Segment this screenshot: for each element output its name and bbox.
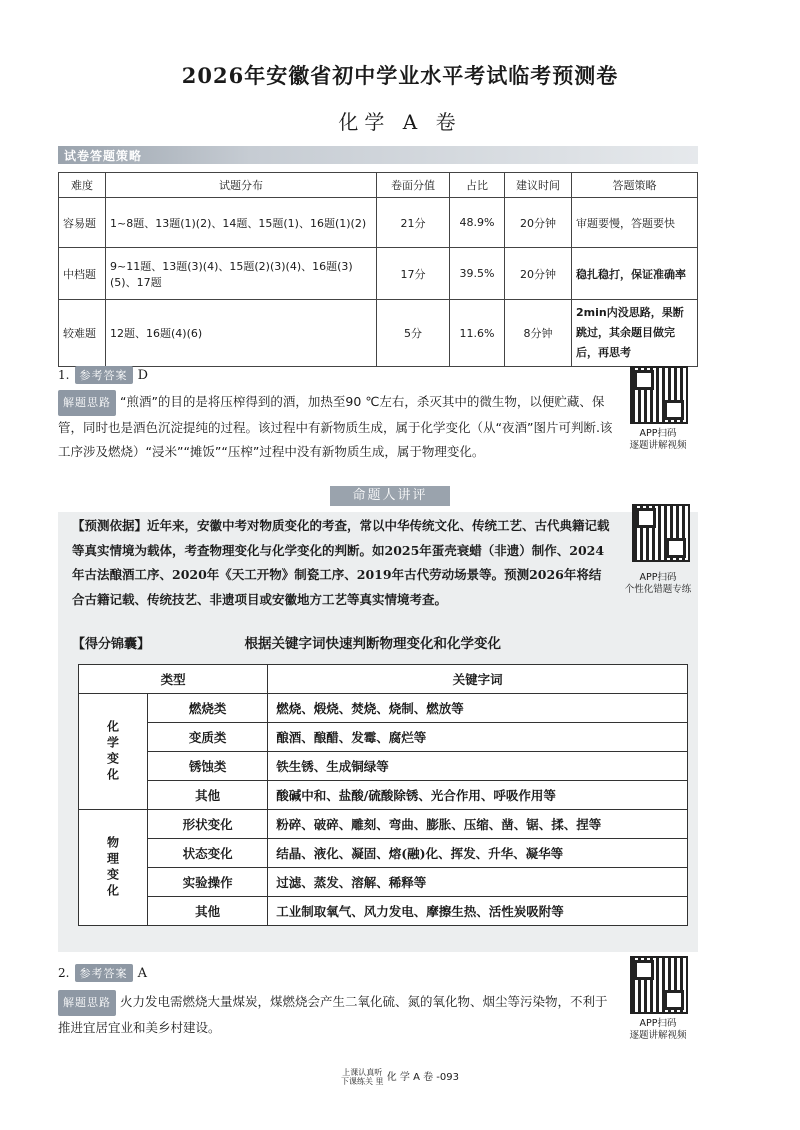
table-cell: 39.5% xyxy=(450,248,505,300)
score-tips-row xyxy=(72,632,692,652)
table-cell: 48.9% xyxy=(450,198,505,248)
table-cell: 8分钟 xyxy=(505,300,572,367)
table-cell: 2min内没思路，果断跳过，其余题目做完后，再思考 xyxy=(572,300,698,367)
keyword-cell: 粉碎、破碎、雕刻、弯曲、膨胀、压缩、凿、锯、揉、捏等 xyxy=(268,810,688,839)
qr-code-icon[interactable] xyxy=(630,956,688,1014)
qr-caption-line: 逐题讲解视频 xyxy=(629,1030,687,1041)
table-header: 试题分布 xyxy=(106,173,377,198)
table-cell: 1~8题、13题(1)(2)、14题、15题(1)、16题(1)(2) xyxy=(106,198,377,248)
table-cell: 17分 xyxy=(377,248,450,300)
idea-tag: 解题思路 xyxy=(58,990,116,1016)
keyword-cell: 过滤、蒸发、溶解、稀释等 xyxy=(268,868,688,897)
qr-caption-line: APP扫码 xyxy=(639,572,677,583)
score-label: 【得分锦囊】 xyxy=(72,637,151,652)
footer-page-label: 化 学 A 卷 -093 xyxy=(386,1072,459,1083)
footer-slogan-line: 下课练关 里 xyxy=(341,1077,384,1086)
table-row xyxy=(79,810,688,839)
footer-slogan xyxy=(341,1068,384,1086)
qr-code-icon[interactable] xyxy=(630,366,688,424)
table-cell: 较难题 xyxy=(59,300,106,367)
table-header: 类型 xyxy=(79,665,268,694)
table-row xyxy=(79,723,688,752)
lecture-header: 命题人讲评 xyxy=(330,486,450,506)
keyword-cell: 铁生锈、生成铜绿等 xyxy=(268,752,688,781)
table-row xyxy=(79,665,688,694)
table-cell: 9~11题、13题(3)(4)、15题(2)(3)(4)、16题(3)(5)、17题 xyxy=(106,248,377,300)
basis-text: 近年来，安徽中考对物质变化的考查，常以中华传统文化、传统工艺、古代典籍记载等真实情境为载体，考查物理变化与化学变化的判断。如2025年蛋壳衰蜡（非遗）制作、2024年古法酿酒工序、2020年《天工开物》制瓷工序、2019年古代劳动场景等。预测2026年将结合古籍记载、传统技艺、非遗项目或安徽地方工艺等真实情境考查。 xyxy=(72,518,610,607)
answer-value: A xyxy=(137,966,148,981)
type-cell: 锈蚀类 xyxy=(148,752,268,781)
basis-label: 【预测依据】 xyxy=(72,518,148,533)
answer-value: D xyxy=(137,368,149,383)
qr-caption-line: APP扫码 xyxy=(639,428,677,439)
table-header: 关键字词 xyxy=(268,665,688,694)
qr-caption-line: APP扫码 xyxy=(639,1018,677,1029)
prediction-basis xyxy=(72,514,612,612)
answer-tag: 参考答案 xyxy=(75,964,133,982)
table-header: 答题策略 xyxy=(572,173,698,198)
explanation-text: “煎酒”的目的是将压榨得到的酒，加热至90 ℃左右，杀灭其中的微生物，以便贮藏、保管，同时也是酒色沉淀提纯的过程。该过程中有新物质生成，属于化学变化（从“夜酒”图片可判断.该工序涉及燃烧）“浸米”“摊饭”“压榨”过程中没有新物质生成，属于物理变化。 xyxy=(58,394,613,459)
table-cell: 12题、16题(4)(6) xyxy=(106,300,377,367)
type-cell: 实验操作 xyxy=(148,868,268,897)
table-cell: 审题要慢，答题要快 xyxy=(572,198,698,248)
table-row xyxy=(79,781,688,810)
table-header: 建议时间 xyxy=(505,173,572,198)
keyword-table xyxy=(78,664,688,926)
qr-code-icon[interactable] xyxy=(632,504,690,562)
strategy-header-label: 试卷答题策略 xyxy=(64,149,143,163)
type-cell: 状态变化 xyxy=(148,839,268,868)
qr-caption xyxy=(618,428,698,452)
type-cell: 其他 xyxy=(148,897,268,926)
type-cell: 燃烧类 xyxy=(148,694,268,723)
table-header: 难度 xyxy=(59,173,106,198)
q1-explanation xyxy=(58,390,618,464)
table-cell: 20分钟 xyxy=(505,198,572,248)
page-footer xyxy=(0,1068,800,1086)
keyword-cell: 工业制取氧气、风力发电、摩擦生热、活性炭吸附等 xyxy=(268,897,688,926)
table-row xyxy=(79,694,688,723)
table-cell: 20分钟 xyxy=(505,248,572,300)
table-cell: 容易题 xyxy=(59,198,106,248)
table-row xyxy=(59,198,698,248)
table-header: 卷面分值 xyxy=(377,173,450,198)
keyword-cell: 结晶、液化、凝固、熔(融)化、挥发、升华、凝华等 xyxy=(268,839,688,868)
type-cell: 其他 xyxy=(148,781,268,810)
table-row xyxy=(79,839,688,868)
group-label: 化学变化 xyxy=(79,694,148,810)
page-subtitle: 化学 A 卷 xyxy=(338,110,462,134)
table-row xyxy=(79,868,688,897)
table-row xyxy=(59,248,698,300)
qr-caption xyxy=(618,572,698,596)
table-cell: 5分 xyxy=(377,300,450,367)
strategy-table xyxy=(58,172,698,367)
qr-caption-line: 个性化错题专练 xyxy=(624,584,692,595)
keyword-cell: 燃烧、煅烧、焚烧、烧制、燃放等 xyxy=(268,694,688,723)
idea-tag: 解题思路 xyxy=(58,390,116,416)
table-row xyxy=(79,897,688,926)
table-cell: 中档题 xyxy=(59,248,106,300)
type-cell: 变质类 xyxy=(148,723,268,752)
explanation-text: 火力发电需燃烧大量煤炭，煤燃烧会产生二氧化硫、氮的氧化物、烟尘等污染物，不利于推进宜居宜业和美乡村建设。 xyxy=(58,994,608,1035)
table-row xyxy=(79,752,688,781)
keyword-cell: 酸碱中和、盐酸/硫酸除锈、光合作用、呼吸作用等 xyxy=(268,781,688,810)
table-cell: 11.6% xyxy=(450,300,505,367)
q2-explanation xyxy=(58,990,618,1040)
qr-caption-line: 逐题讲解视频 xyxy=(629,440,687,451)
question-number: 2. xyxy=(58,966,70,980)
q2-answer-line xyxy=(58,962,147,982)
page-title: 2026年安徽省初中学业水平考试临考预测卷 xyxy=(181,63,619,88)
group-label: 物理变化 xyxy=(79,810,148,926)
q1-answer-line xyxy=(58,364,148,384)
strategy-table-header-row xyxy=(59,173,698,198)
table-header: 占比 xyxy=(450,173,505,198)
question-number: 1. xyxy=(58,368,70,382)
footer-slogan-line: 上课认真听 xyxy=(342,1068,383,1077)
answer-tag: 参考答案 xyxy=(75,366,133,384)
qr-caption xyxy=(618,1018,698,1042)
score-title: 根据关键字词快速判断物理变化和化学变化 xyxy=(244,636,502,652)
table-row xyxy=(59,300,698,367)
type-cell: 形状变化 xyxy=(148,810,268,839)
keyword-cell: 酿酒、酿醋、发霉、腐烂等 xyxy=(268,723,688,752)
table-cell: 稳扎稳打，保证准确率 xyxy=(572,248,698,300)
strategy-header-bar xyxy=(58,146,698,164)
table-cell: 21分 xyxy=(377,198,450,248)
